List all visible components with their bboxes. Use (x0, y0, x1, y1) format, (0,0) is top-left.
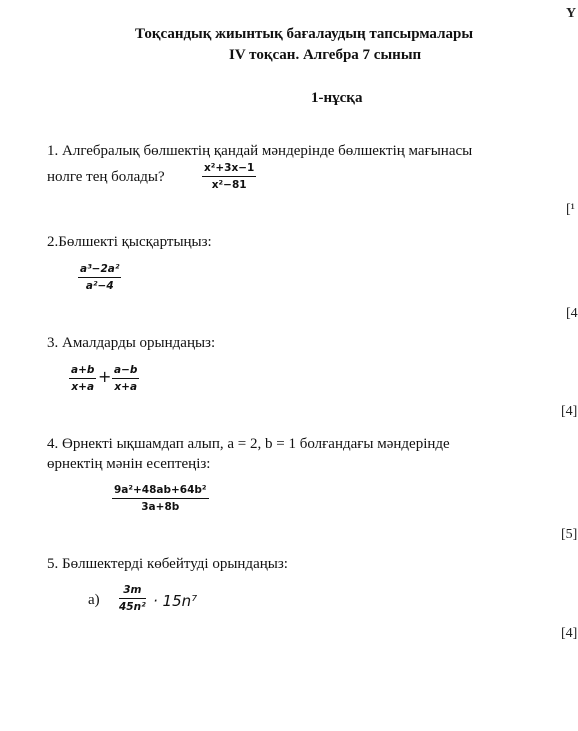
fraction-numerator: x²+3x−1 (202, 162, 256, 177)
question-5-fraction (119, 584, 146, 613)
fraction-numerator: a+b (69, 364, 96, 379)
margin-mark-3: [4] (561, 404, 578, 419)
question-2-text: 2.Бөлшекті қысқартыңыз: (47, 234, 212, 250)
question-2-fraction (78, 263, 121, 292)
question-3-text: 3. Амалдарды орындаңыз: (47, 335, 216, 351)
margin-top-char: Ү (566, 6, 577, 21)
fraction-numerator: a³−2a² (78, 263, 121, 278)
margin-mark-2: [4 (566, 306, 578, 321)
question-3-fraction-1 (69, 364, 96, 393)
variant-label: 1-нұсқа (311, 90, 363, 106)
fraction-denominator: a²−4 (85, 280, 114, 292)
question-1-line1: 1. Алгебралық бөлшектің қандай мәндерінде бөлшектің мағынасы (47, 143, 473, 159)
question-3-fraction-2 (112, 364, 139, 393)
fraction-numerator: a−b (112, 364, 139, 379)
question-5-text: 5. Бөлшектерді көбейтуді орындаңыз: (47, 556, 288, 572)
margin-mark-1: [¹ (566, 202, 575, 217)
page-title: Тоқсандық жиынтық бағалаудың тапсырмалары (135, 26, 474, 42)
fraction-numerator: 3m (119, 584, 146, 599)
question-4-line2: өрнектің мәнін есептеңіз: (47, 456, 211, 472)
question-5-item-label: а) (88, 592, 100, 608)
fraction-denominator: x²−81 (211, 179, 247, 191)
margin-mark-5: [4] (561, 626, 578, 641)
fraction-numerator: 9a²+48ab+64b² (112, 484, 209, 499)
fraction-denominator: x+a (114, 381, 138, 393)
page-subtitle: IV тоқсан. Алгебра 7 сынып (229, 47, 422, 63)
question-1-fraction (202, 162, 256, 191)
question-4-line1: 4. Өрнекті ықшамдап алып, a = 2, b = 1 болғандағы мәндерінде (47, 436, 450, 452)
fraction-denominator: 45n² (119, 601, 146, 613)
margin-mark-4: [5] (561, 527, 578, 542)
question-1-line2: нолге тең болады? (47, 169, 165, 185)
fraction-denominator: x+a (71, 381, 95, 393)
fraction-denominator: 3a+8b (141, 501, 180, 513)
question-5-multiplier: · 15n⁷ (153, 592, 198, 610)
question-4-fraction (112, 484, 209, 513)
plus-operator: + (98, 367, 112, 386)
